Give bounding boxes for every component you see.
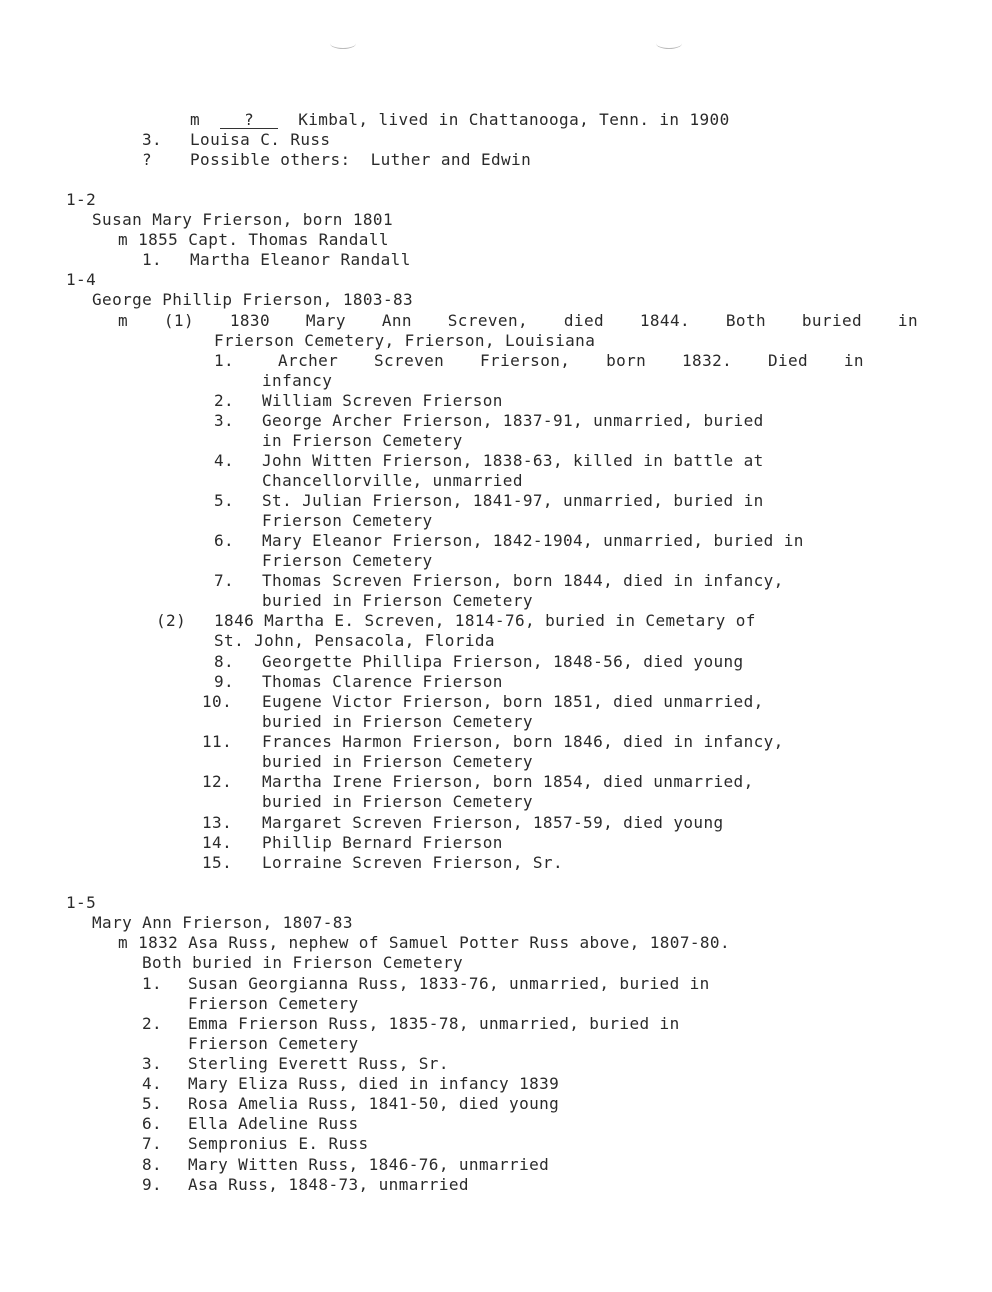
child-name: Georgette Phillipa Frierson, 1848-56, died young <box>262 652 744 671</box>
child-name: Martha Irene Frierson, born 1854, died unmarried, <box>262 772 754 791</box>
list-number: 13. <box>202 813 233 832</box>
child-name: Asa Russ, 1848-73, unmarried <box>188 1175 469 1194</box>
child-name: Susan Georgianna Russ, 1833-76, unmarried, buried in <box>188 974 710 993</box>
child-continuation: Frierson Cemetery <box>188 994 359 1013</box>
child-name: Frances Harmon Frierson, born 1846, died in infancy, <box>262 732 784 751</box>
marriage-word: Ann <box>381 311 412 330</box>
scan-mark <box>330 38 356 49</box>
child-name: Martha Eleanor Randall <box>190 250 411 269</box>
marriage-word: died <box>563 311 605 330</box>
marriage-word: Mary <box>305 311 346 330</box>
child-name: Ella Adeline Russ <box>188 1114 359 1133</box>
marriage-word: m <box>118 311 129 330</box>
list-number: 1. <box>142 974 163 993</box>
list-number: 5. <box>142 1094 163 1113</box>
list-number: 8. <box>142 1155 163 1174</box>
list-number: 2. <box>142 1014 163 1033</box>
list-number: 8. <box>214 652 235 671</box>
list-number: 9. <box>142 1175 163 1194</box>
child-continuation: Frierson Cemetery <box>188 1034 359 1053</box>
child-continuation: infancy <box>262 371 333 390</box>
possible-others: Possible others: Luther and Edwin <box>190 150 532 169</box>
list-number: 3. <box>142 130 163 149</box>
child-word: Archer <box>278 351 339 370</box>
list-number: 2. <box>214 391 235 410</box>
list-number: 1. <box>214 351 235 370</box>
child-continuation: buried in Frierson Cemetery <box>262 591 533 610</box>
child-1-line <box>278 351 864 371</box>
marriage-word: buried <box>801 311 863 330</box>
child-continuation: buried in Frierson Cemetery <box>262 792 533 811</box>
child-name: Thomas Screven Frierson, born 1844, died in infancy, <box>262 571 784 590</box>
person-heading: Mary Ann Frierson, 1807-83 <box>92 913 353 932</box>
child-continuation: Frierson Cemetery <box>262 551 433 570</box>
section-id: 1-2 <box>66 190 97 209</box>
list-number: 4. <box>214 451 235 470</box>
child-name: Sempronius E. Russ <box>188 1134 369 1153</box>
child-name: William Screven Frierson <box>262 391 503 410</box>
list-number: 1. <box>142 250 163 269</box>
child-word: 1832. <box>682 351 733 370</box>
child-name: Louisa C. Russ <box>190 130 331 149</box>
child-continuation: Frierson Cemetery <box>262 511 433 530</box>
child-word: Screven <box>373 351 445 370</box>
list-number: 7. <box>214 571 235 590</box>
child-name: George Archer Frierson, 1837-91, unmarried, buried <box>262 411 764 430</box>
marriage-line: m 1855 Capt. Thomas Randall <box>118 230 389 249</box>
marriage-prefix: m <box>190 110 201 129</box>
child-name: Lorraine Screven Frierson, Sr. <box>262 853 563 872</box>
first-marriage-line <box>118 311 918 331</box>
marriage-text: Kimbal, lived in Chattanooga, Tenn. in 1900 <box>298 110 730 129</box>
child-name: John Witten Frierson, 1838-63, killed in battle at <box>262 451 764 470</box>
unknown-name-blank: ? <box>220 112 278 129</box>
child-name: Rosa Amelia Russ, 1841-50, died young <box>188 1094 560 1113</box>
marriage-word: in <box>897 311 918 330</box>
second-marriage-number: (2) <box>156 611 187 630</box>
list-number: 6. <box>214 531 235 550</box>
list-number: 12. <box>202 772 233 791</box>
child-continuation: buried in Frierson Cemetery <box>262 712 533 731</box>
child-name: Mary Witten Russ, 1846-76, unmarried <box>188 1155 550 1174</box>
section-id: 1-4 <box>66 270 97 289</box>
child-name: Eugene Victor Frierson, born 1851, died unmarried, <box>262 692 764 711</box>
second-marriage-line: 1846 Martha E. Screven, 1814-76, buried in Cemetary of <box>214 611 756 630</box>
list-number: 15. <box>202 853 233 872</box>
child-continuation: in Frierson Cemetery <box>262 431 463 450</box>
marriage-continuation: St. John, Pensacola, Florida <box>214 631 495 650</box>
marriage-word: Screven, <box>447 311 529 330</box>
child-name: Thomas Clarence Frierson <box>262 672 503 691</box>
list-number: 14. <box>202 833 233 852</box>
child-name: Phillip Bernard Frierson <box>262 833 503 852</box>
child-name: Sterling Everett Russ, Sr. <box>188 1054 449 1073</box>
list-number: 10. <box>202 692 233 711</box>
child-name: St. Julian Frierson, 1841-97, unmarried, buried in <box>262 491 764 510</box>
section-id: 1-5 <box>66 893 97 912</box>
child-continuation: Chancellorville, unmarried <box>262 471 523 490</box>
list-number: 11. <box>202 732 233 751</box>
list-number: 3. <box>214 411 235 430</box>
list-number: 3. <box>142 1054 163 1073</box>
list-number: ? <box>142 150 153 169</box>
marriage-continuation: Both buried in Frierson Cemetery <box>142 953 464 972</box>
marriage-continuation: Frierson Cemetery, Frierson, Louisiana <box>214 331 596 350</box>
marriage-line: m 1832 Asa Russ, nephew of Samuel Potter Russ above, 1807-80. <box>118 933 731 952</box>
child-word: Frierson, <box>480 351 571 370</box>
list-number: 6. <box>142 1114 163 1133</box>
marriage-word: (1) <box>163 311 194 330</box>
child-name: Margaret Screven Frierson, 1857-59, died young <box>262 813 724 832</box>
child-continuation: buried in Frierson Cemetery <box>262 752 533 771</box>
list-number: 7. <box>142 1134 163 1153</box>
list-number: 4. <box>142 1074 163 1093</box>
scan-mark <box>656 38 682 49</box>
child-word: Died <box>767 351 809 370</box>
marriage-word: Both <box>725 311 767 330</box>
child-word: born <box>606 351 647 370</box>
person-heading: Susan Mary Frierson, born 1801 <box>92 210 393 229</box>
marriage-line <box>190 110 730 130</box>
list-number: 5. <box>214 491 235 510</box>
marriage-word: 1844. <box>639 311 691 330</box>
child-word: in <box>843 351 864 370</box>
marriage-word: 1830 <box>229 311 270 330</box>
child-name: Mary Eliza Russ, died in infancy 1839 <box>188 1074 560 1093</box>
child-name: Emma Frierson Russ, 1835-78, unmarried, buried in <box>188 1014 680 1033</box>
list-number: 9. <box>214 672 235 691</box>
child-name: Mary Eleanor Frierson, 1842-1904, unmarried, buried in <box>262 531 804 550</box>
person-heading: George Phillip Frierson, 1803-83 <box>92 290 414 309</box>
